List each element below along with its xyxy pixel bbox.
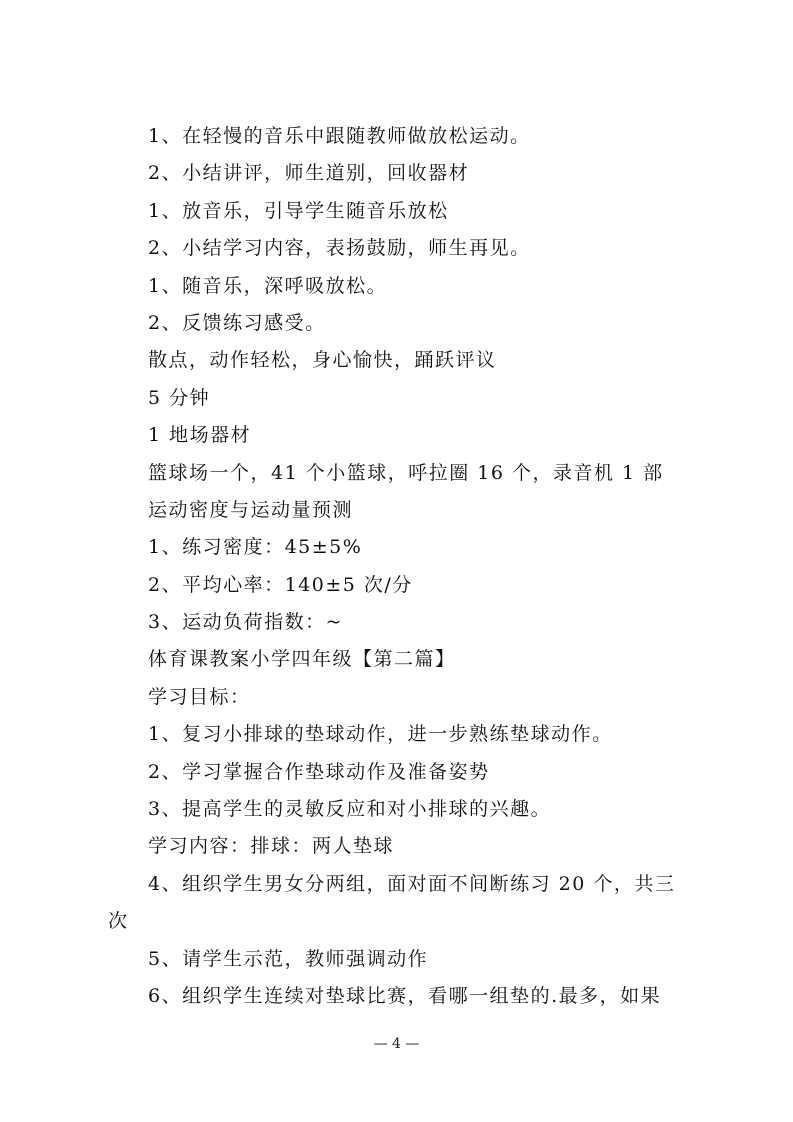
document-body: [108, 118, 690, 1015]
text-line: 1、在轻慢的音乐中跟随教师做放松运动。: [148, 125, 531, 147]
text-line: 5 分钟: [148, 386, 211, 409]
text-line: 2、反馈练习感受。: [148, 311, 326, 334]
text-line: 3、提高学生的灵敏反应和对小排球的兴趣。: [148, 798, 552, 821]
page-number: — 4 —: [373, 1036, 420, 1052]
text-line: 篮球场一个，41 个小篮球，呼拉圈 16 个，录音机 1 部: [148, 461, 664, 484]
text-line: 1、随音乐，深呼吸放松。: [148, 274, 388, 297]
text-line: 3、运动负荷指数：~: [148, 611, 344, 634]
text-line: 散点，动作轻松，身心愉快，踊跃评议: [148, 349, 497, 372]
text-line: 1、练习密度：45±5%: [148, 536, 363, 559]
text-line: 6、组织学生连续对垫球比赛，看哪一组垫的.最多，如果: [148, 985, 662, 1008]
text-line: 1、放音乐，引导学生随音乐放松: [148, 199, 449, 222]
text-line: 1、复习小排球的垫球动作，进一步熟练垫球动作。: [148, 723, 613, 746]
text-line: 5、请学生示范，教师强调动作: [148, 947, 429, 970]
text-line: 学习内容：排球：两人垫球: [148, 835, 395, 858]
text-paragraph: 4、组织学生男女分两组，面对面不间断练习 20 个，共三次: [108, 872, 676, 933]
text-line: 2、小结学习内容，表扬鼓励，师生再见。: [148, 237, 531, 260]
section-heading: 体育课教案小学四年级【第二篇】: [148, 648, 456, 671]
text-line: 学习目标：: [148, 685, 251, 708]
text-line: 2、学习掌握合作垫球动作及准备姿势: [148, 760, 490, 783]
text-line: 1 地场器材: [148, 424, 252, 447]
text-line: 运动密度与运动量预测: [148, 498, 354, 521]
text-line: 2、小结讲评，师生道别，回收器材: [148, 162, 470, 185]
text-line: 2、平均心率：140±5 次/分: [148, 573, 413, 596]
